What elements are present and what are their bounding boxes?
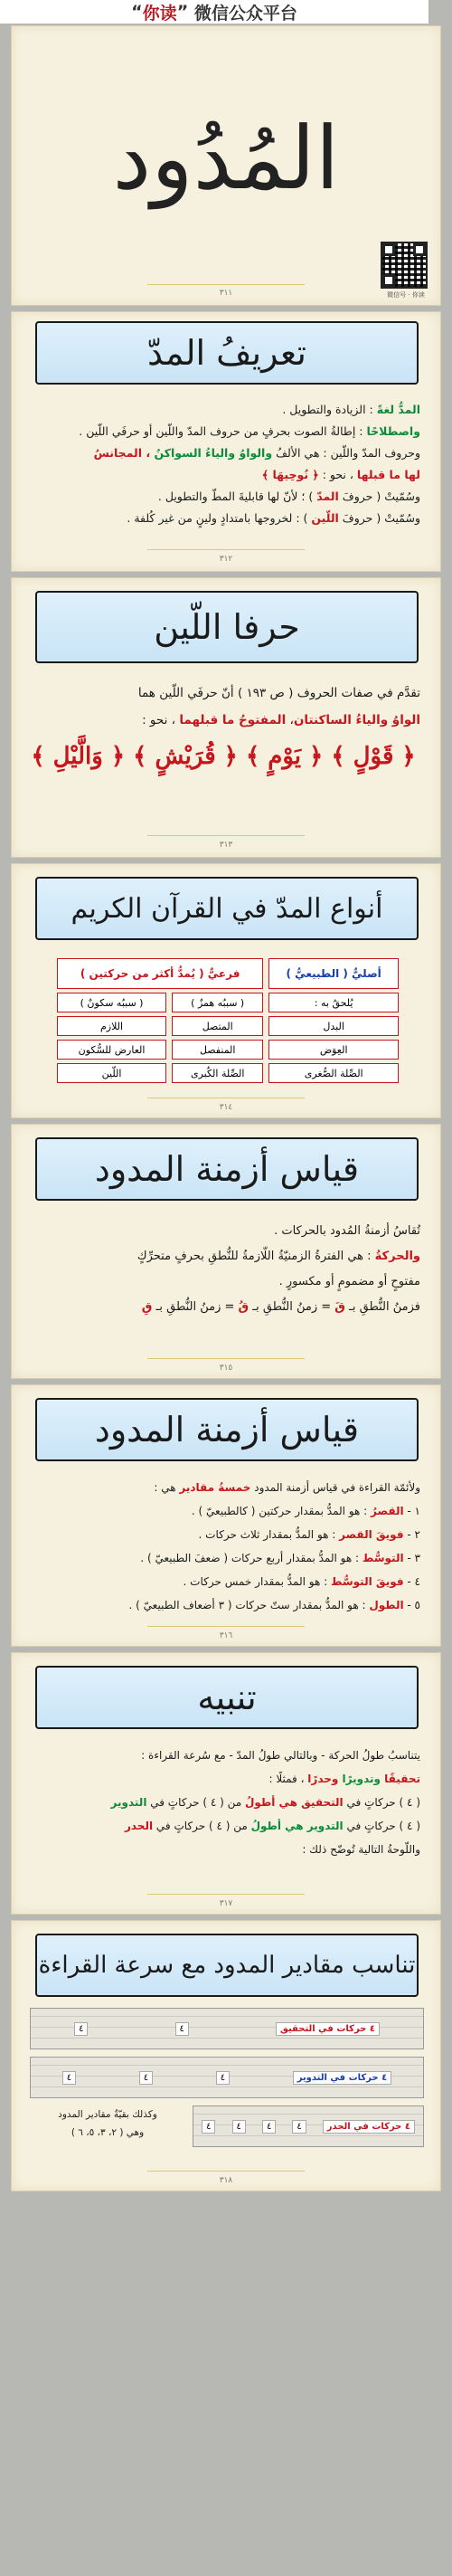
- item-term: فويقَ القصر: [339, 1528, 404, 1541]
- term: وحدرًا: [307, 1773, 339, 1785]
- line: [26, 1814, 420, 1838]
- page-rule: [147, 2171, 305, 2172]
- page-number: ٣١٣: [219, 841, 233, 850]
- item-term: الطول: [369, 1599, 404, 1611]
- term: اللّين: [311, 511, 339, 525]
- page-heading: [35, 1137, 419, 1201]
- page-definition: [11, 311, 441, 572]
- page-rule: [147, 1626, 305, 1627]
- item-num: ٤ -: [403, 1575, 420, 1588]
- text: ، فمثلًا :: [268, 1773, 308, 1785]
- brick-label: ٤: [232, 2120, 246, 2134]
- cell: اللازم: [57, 1016, 166, 1036]
- line: [26, 707, 420, 734]
- text: = زمنُ النُّطقِ بـ: [152, 1300, 239, 1314]
- text: : إطالةُ الصوت بحرفٍ من حروف المدّ واللّين أو حرفَي اللّين .: [79, 424, 367, 438]
- brick-label: ٤: [175, 2022, 189, 2036]
- text: هي :: [154, 1481, 180, 1494]
- brick-label: ٤: [216, 2071, 230, 2085]
- heading-text: تناسب مقادير المدود مع سرعة القراءة: [38, 1952, 416, 1979]
- item-term: القصرُ: [371, 1505, 404, 1517]
- text: ولأئمّة القراءة في قياس أزمنة المدود: [250, 1481, 420, 1494]
- line: مفتوحٍ أو مضمومٍ أو مكسورٍ .: [278, 1275, 420, 1288]
- text: وسُمّيتْ ( حروفَ: [338, 511, 420, 525]
- note-line: وكذلك بقيّةُ مقادير المدود: [58, 2109, 157, 2120]
- line: [26, 442, 420, 464]
- line: [26, 1791, 420, 1814]
- brand-name: 你读: [142, 3, 177, 24]
- qr-code-icon: [381, 242, 428, 289]
- page-measure-1: [11, 1124, 441, 1379]
- cell: المنفصل: [172, 1040, 263, 1060]
- term: المدّ: [316, 490, 339, 503]
- page-rule: [147, 835, 305, 836]
- term: تحقيقًا: [384, 1773, 420, 1785]
- letter: قِ: [141, 1300, 153, 1314]
- text: = زمنُ النُّطقِ بـ: [249, 1300, 335, 1314]
- heading-text: تنبيه: [197, 1678, 257, 1717]
- term: التدوير هي أطولُ: [250, 1820, 344, 1832]
- tahqiq-wall: [30, 2008, 424, 2049]
- item-text: : هو المدُّ بمقدار ستّ حركات ( ٣ أضعاف الطبيعيّ ) .: [128, 1599, 370, 1611]
- text: وسُمّيتْ ( حروفَ: [338, 490, 420, 503]
- item-term: فويقَ التوسُّط: [331, 1575, 404, 1588]
- term: والواوُ والياءُ السواكنُ: [150, 446, 273, 460]
- brick-label: ٤: [62, 2071, 76, 2085]
- page-heading: [35, 1398, 419, 1461]
- amounts-text: [26, 1476, 420, 1617]
- term: واصطلاحًا: [366, 424, 420, 438]
- heading-text: قياس أزمنة المدود: [94, 1410, 360, 1450]
- cell: اللّين: [57, 1063, 166, 1083]
- page-heading: [35, 877, 419, 940]
- line: يتناسبُ طولُ الحركة - وبالتالي طولُ المدّ - مع سُرعة القراءة :: [141, 1749, 420, 1762]
- term: التحقيق هي أطولُ: [244, 1796, 344, 1809]
- term: التدوير: [110, 1796, 147, 1809]
- list-item: [26, 1593, 420, 1617]
- wall-note: [30, 2105, 185, 2142]
- line: [26, 1767, 420, 1791]
- item-text: : هو المدُّ بمقدار خمس حركات .: [183, 1575, 331, 1588]
- text: ، نحو :: [142, 713, 180, 727]
- qr-caption: 微信号 · 你读: [387, 291, 425, 299]
- banner-subtitle: 微信公众平台: [193, 3, 297, 24]
- brick-label: ٤ حركات في الحدر: [323, 2120, 415, 2134]
- item-num: ٢ -: [403, 1528, 420, 1541]
- line: [26, 486, 420, 508]
- page-rule: [147, 1894, 305, 1895]
- page-lin-letters: [11, 577, 441, 858]
- line: [26, 1476, 420, 1499]
- letter: قَ: [334, 1300, 345, 1314]
- cell: ( سببُه همزٌ ): [172, 993, 263, 1012]
- list-item: [26, 1570, 420, 1593]
- line: واللّوحةُ التالية تُوضّح ذلك :: [302, 1843, 420, 1856]
- brick-label: ٤: [139, 2071, 153, 2085]
- item-num: ١ -: [403, 1505, 420, 1517]
- text: فزمنُ النُّطقِ بـ: [344, 1300, 420, 1314]
- term: خمسةُ مقادير: [179, 1481, 251, 1494]
- page-number: ٣١٨: [219, 2176, 233, 2185]
- line: [26, 1244, 420, 1269]
- letter: قُ: [238, 1300, 250, 1314]
- term: والحركةُ: [374, 1250, 420, 1263]
- line: تُقاسُ أزمنةُ المُدود بالحركات .: [274, 1224, 420, 1238]
- cell: البدل: [268, 1016, 399, 1036]
- page-heading: [35, 1666, 419, 1729]
- brick-label: ٤ حركات في التحقيق: [276, 2022, 380, 2036]
- list-item: [26, 1546, 420, 1570]
- line: [26, 1295, 420, 1320]
- page-heading: [35, 591, 419, 663]
- item-num: ٣ -: [403, 1552, 420, 1564]
- page-number: ٣١٤: [219, 1103, 233, 1112]
- text: من ( ٤ ) حركاتٍ في: [146, 1796, 245, 1809]
- brick-label: ٤: [292, 2120, 306, 2134]
- wechat-banner: [0, 0, 428, 24]
- definition-text: [26, 399, 420, 529]
- term: ، المجانسُ: [93, 446, 151, 460]
- term: المفتوحُ ما قبلهما: [179, 713, 287, 727]
- page-number: ٣١٢: [219, 555, 233, 564]
- term: الواوُ والياءُ الساكنتان: [293, 713, 420, 727]
- term: الحدر: [124, 1820, 154, 1832]
- lin-text: [26, 680, 420, 770]
- examples: ﴿ قَوْلٍ ﴾ ﴿ يَوْمٍ ﴾ ﴿ قُرَيْشٍ ﴾ ﴿ وَالَّيْلِ ﴾: [31, 743, 416, 770]
- text: ) : لخروجها بامتدادٍ ولينٍ من غير كُلفة .: [127, 511, 312, 525]
- cell: يُلحقُ به :: [268, 993, 399, 1012]
- line: [26, 508, 420, 529]
- text: ( ٤ ) حركاتٍ في: [343, 1820, 420, 1832]
- big-title: المُدُود: [112, 108, 340, 209]
- page-number: ٣١١: [219, 289, 233, 298]
- item-text: : هو المدُّ بمقدار ثلاث حركات .: [198, 1528, 340, 1541]
- term: وتدويرًا: [338, 1773, 385, 1785]
- page-heading: [35, 1934, 419, 1997]
- page-number: ٣١٦: [219, 1631, 233, 1640]
- line: [26, 421, 420, 442]
- note-line: وهي ( ٢، ٣، ٥، ٦ ): [71, 2127, 145, 2138]
- heading-text: قياس أزمنة المدود: [94, 1149, 360, 1189]
- page-proportion: [11, 1920, 441, 2191]
- tadweer-wall: [30, 2057, 424, 2098]
- heading-text: أنواع المدّ في القرآن الكريم: [71, 892, 383, 925]
- brick-label: ٤: [262, 2120, 276, 2134]
- note-text: [26, 1744, 420, 1861]
- quote-close: ”: [176, 2, 189, 22]
- heading-text: حرفا اللّين: [154, 607, 300, 647]
- cell: العارض للسُّكون: [57, 1040, 166, 1060]
- page-number: ٣١٧: [219, 1899, 233, 1908]
- text: ) ؛ لأنّ لها قابليةَ المطّ والتطويل .: [157, 490, 317, 503]
- brick-label: ٤ حركات في التدوير: [293, 2071, 392, 2085]
- text: من ( ٤ ) حركاتٍ في: [153, 1820, 251, 1832]
- header-original: أصليٌّ ( الطبيعيُّ ): [268, 958, 399, 989]
- text: ، نحو :: [318, 468, 357, 481]
- measure-text: [26, 1219, 420, 1320]
- types-table: [52, 955, 404, 1087]
- cell: المتصل: [172, 1016, 263, 1036]
- term: لها ما قبلها: [356, 468, 420, 481]
- page-rule: [147, 549, 305, 550]
- text: ،: [286, 713, 294, 727]
- text: : الزيادة والتطويل .: [282, 403, 377, 416]
- header-derived: فرعيٌّ ( يُمدُّ أكثر من حركتين ): [57, 958, 263, 989]
- line: تقدَّم في صفات الحروف ( ص ١٩٣ ) أنّ حرفَي اللّين هما: [137, 686, 420, 700]
- line: [26, 399, 420, 421]
- line: [26, 464, 420, 486]
- page-types: [11, 863, 441, 1118]
- brick-label: ٤: [202, 2120, 215, 2134]
- heading-text: تعريفُ المدّ: [147, 333, 306, 373]
- term: المدُّ لغةً: [376, 403, 420, 416]
- list-item: [26, 1523, 420, 1546]
- item-text: : هو المدُّ بمقدار حركتين ( كالطبيعيّ ) .: [191, 1505, 372, 1517]
- item-text: : هو المدُّ بمقدار أربع حركات ( ضعفَ الطبيعيّ ) .: [140, 1552, 363, 1564]
- hadr-wall: [193, 2105, 424, 2147]
- brick-label: ٤: [74, 2022, 88, 2036]
- cell: ( سببُه سكونٌ ): [57, 993, 166, 1012]
- page-title-mudud: [11, 25, 441, 306]
- cell: الصِّلة الصُّغرى: [268, 1063, 399, 1083]
- page-rule: [147, 284, 305, 285]
- cell: الصِّلة الكُبرى: [172, 1063, 263, 1083]
- item-term: التوسُّط: [362, 1552, 404, 1564]
- quote-open: “: [131, 2, 143, 22]
- text: : هي الفترةُ الزمنيّةُ اللّازمةُ للنُّطقِ بحرفٍ متحرِّكٍ: [137, 1250, 375, 1263]
- text: ( ٤ ) حركاتٍ في: [343, 1796, 420, 1809]
- list-item: [26, 1499, 420, 1523]
- page-note: [11, 1652, 441, 1915]
- page-heading: [35, 321, 419, 385]
- page-measure-2: [11, 1384, 441, 1647]
- text: وحروف المدّ واللّين : هي الألفُ: [272, 446, 420, 460]
- example: ﴿ نُوحِيهَا ﴾: [261, 468, 319, 481]
- item-num: ٥ -: [403, 1599, 420, 1611]
- page-rule: [147, 1358, 305, 1359]
- page-number: ٣١٥: [219, 1364, 233, 1373]
- cell: العِوَض: [268, 1040, 399, 1060]
